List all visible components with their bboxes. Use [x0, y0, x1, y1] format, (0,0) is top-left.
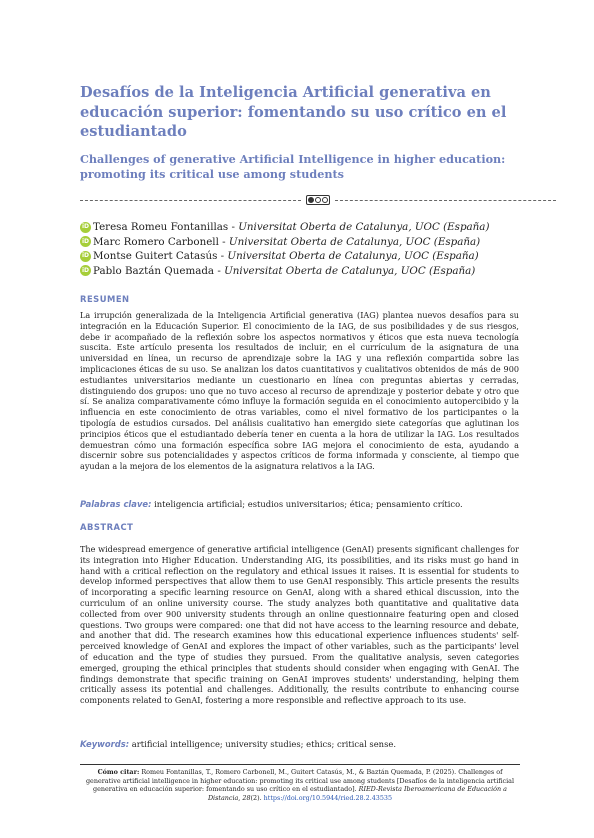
- palabras-clave: [80, 499, 520, 510]
- resumen-text: La irrupción generalizada de la Inteligencia Artificial generativa (IAG) plantea nuevos desafíos para su integración en la Educación Superior. El conocimiento de la IAG, de sus posibilidades y de sus riesgos, debe ir acompañado de la reflexión sobre los aspectos normativos y éticos que esta nueva tecnología suscita. Este artículo presenta los resultados de incluir, en el currículum de la asignatura de una universidad en línea, un recurso de aprendizaje sobre la IAG y una reflexión compartida sobre las implicaciones éticas de su uso. Se analizan los datos cuantitativos y cualitativos obtenidos de más de 900 estudiantes universitarios mediante un cuestionario en línea con preguntas abiertas y cerradas, distinguiendo dos grupos: uno que no tuvo acceso al recurso de aprendizaje y posterior debate y otro que sí. Se analiza comparativamente cómo influye la formación seguida en el conocimiento autopercibido y la influencia en este conocimiento de otras variables, como el nivel formativo de los participantes o la tipología de estudios cursados. Del análisis cualitativo han emergido siete categorías que aglutinan los principios éticos que el estudiantado debería tener en cuenta a la hora de utilizar la IAG. Los resultados demuestran cómo una formación específica sobre IAG mejora el conocimiento de esta, ayudando a discernir sobre sus potencialidades y aspectos críticos de forma informada y consciente, al tiempo que ayudan a la mejora de los elementos de la asignatura relativos a la IAG.: [80, 310, 519, 472]
- palabras-clave-label: Palabras clave:: [80, 499, 152, 509]
- author-affiliation: Universitat Oberta de Catalunya, UOC (España): [224, 264, 476, 277]
- author-separator: -: [218, 235, 229, 248]
- author-separator: -: [214, 264, 225, 277]
- author-affiliation: Universitat Oberta de Catalunya, UOC (España): [238, 221, 490, 234]
- citation-label: Cómo citar:: [97, 768, 140, 776]
- keywords-text: artificial intelligence; university studies; ethics; critical sense.: [129, 739, 396, 749]
- orcid-icon[interactable]: iD: [80, 236, 91, 247]
- resumen-heading: RESUMEN: [80, 294, 130, 304]
- orcid-icon[interactable]: iD: [80, 222, 91, 233]
- abstract-heading: ABSTRACT: [80, 522, 134, 532]
- orcid-icon[interactable]: iD: [80, 251, 91, 262]
- how-to-cite: [82, 768, 518, 802]
- author-item: [80, 220, 520, 235]
- author-name: Teresa Romeu Fontanillas: [93, 221, 229, 234]
- citation-issue: (2).: [250, 793, 264, 802]
- footer-rule: [80, 764, 520, 765]
- citation-text: Romeu Fontanillas, T., Romero Carbonell, M., Guitert Catasús, M., & Baztán Quemada, P. (2025). Challenges of generative artificial intelligence in higher education: promoting its critical use among students [Desafíos de la inteligencia artificial generativa en educación superior: fomentando su uso crítico en el estudiantado].: [85, 768, 515, 793]
- divider-dash-left: [80, 200, 301, 201]
- title-divider: [80, 194, 556, 206]
- author-separator: -: [217, 250, 228, 263]
- palabras-clave-text: inteligencia artificial; estudios universitarios; ética; pensamiento crítico.: [151, 499, 463, 509]
- orcid-icon[interactable]: iD: [80, 265, 91, 276]
- citation-journal: RIED-Revista Iberoamericana de Educación a Distancia, 28: [207, 785, 507, 802]
- keywords: [80, 739, 520, 750]
- author-item: [80, 264, 520, 279]
- author-separator: -: [228, 221, 239, 234]
- divider-dash-right: [335, 200, 556, 201]
- author-item: [80, 249, 520, 264]
- author-name: Pablo Baztán Quemada: [93, 264, 215, 277]
- author-affiliation: Universitat Oberta de Catalunya, UOC (España): [227, 250, 479, 263]
- author-name: Montse Guitert Catasús: [93, 250, 218, 263]
- citation-doi-link[interactable]: https://doi.org/10.5944/ried.28.2.43535: [263, 793, 393, 802]
- author-item: [80, 235, 520, 250]
- author-affiliation: Universitat Oberta de Catalunya, UOC (España): [228, 235, 481, 248]
- author-name: Marc Romero Carbonell: [93, 235, 219, 248]
- creative-commons-license-icon[interactable]: [306, 195, 330, 205]
- title-english: Challenges of generative Artificial Intelligence in higher education: promoting its critical use among students: [80, 152, 506, 181]
- abstract-text: The widespread emergence of generative artificial intelligence (GenAI) presents significant challenges for its integration into Higher Education. Understanding AIG, its possibilities, and its risks must go hand in hand with a critical reflection on the regulatory and ethical issues it raises. It is essential for students to develop informed perspectives that allow them to use GenAI responsibly. This article presents the results of incorporating a specific learning resource on GenAI, along with a shared ethical discussion, into the curriculum of an online university course. The study analyzes both quantitative and qualitative data collected from over 900 university students through an online questionnaire featuring open and closed questions. Two groups were compared: one that did not have access to the learning resource and debate, and another that did. The research examines how this educational experience influences students' self-perceived knowledge of GenAI and explores the impact of other variables, such as the participants' level of education and the type of studies they pursued. From the qualitative analysis, seven categories emerged, grouping the ethical principles that students should consider when engaging with GenAI. The findings demonstrate that specific training on GenAI improves students' understanding, helping them critically assess its potential and challenges. Additionally, the results contribute to enhancing course components related to GenAI, fostering a more responsible and reflective approach to its use.: [80, 544, 519, 706]
- title-spanish: Desafíos de la Inteligencia Artificial generativa en educación superior: fomentando su uso crítico en el estudiantado: [80, 84, 507, 140]
- keywords-label: Keywords:: [80, 739, 130, 749]
- author-list: [80, 220, 520, 278]
